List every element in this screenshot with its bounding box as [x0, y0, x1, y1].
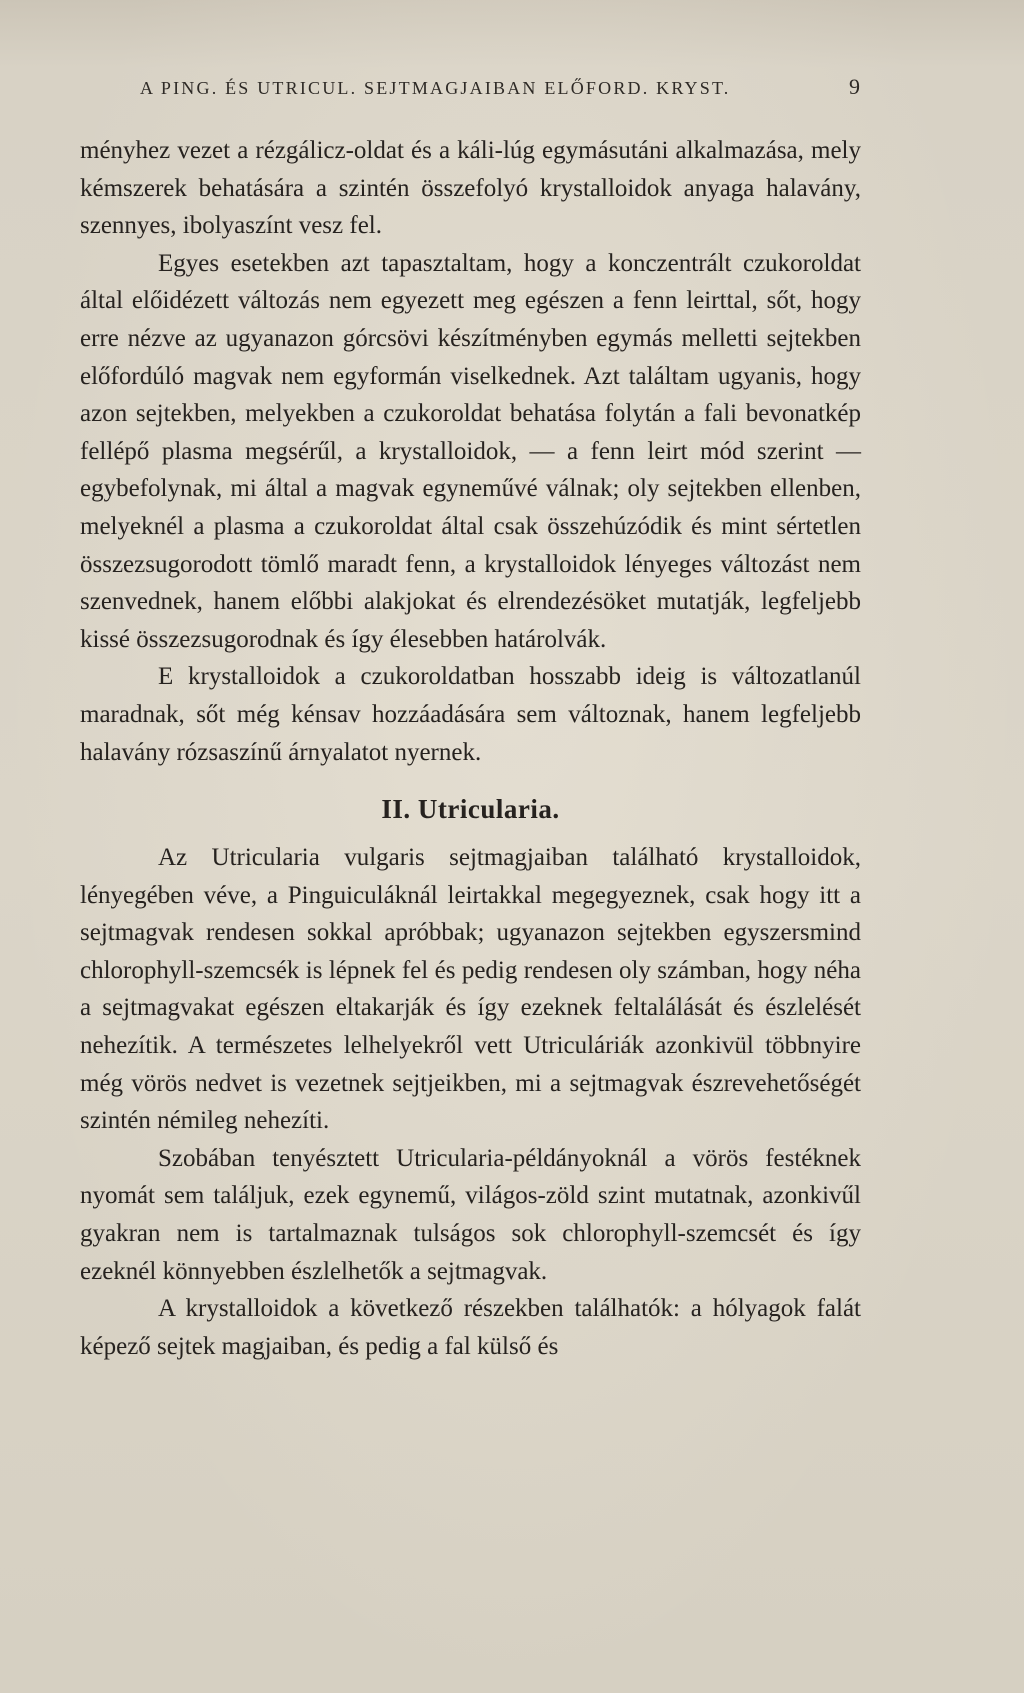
- paragraph: ményhez vezet a rézgálicz-oldat és a káli-lúg egymásutáni alkalmazása, mely kémszerek behatására a szintén összefolyó krystalloidok anyaga halavány, szennyes, ibolyaszínt vesz fel.: [80, 137, 861, 240]
- paragraph: Szobában tenyésztett Utricularia-példányoknál a vörös festéknek nyomát sem találjuk, ezek egynemű, világos-zöld szint mutatnak, azonkivűl gyakran nem is tartalmaznak tulságos sok chlorophyll-szemcsét és így ezeknél könnyebben észlelhetők a sejtmagvak.: [80, 1144, 861, 1285]
- paragraph: Az Utricularia vulgaris sejtmagjaiban található krystalloidok, lényegében véve, a Pinguiculáknál leirtakkal megegyeznek, csak hogy itt a sejtmagvak rendesen sokkal apróbbak; ugyanazon sejtekben egyszersmind chlorophyll-szemcsék is lépnek fel és pedig rendesen oly számban, hogy néha a sejtmagvakat egészen eltakarják és így ezeknek feltalálását és észlelését nehezítik. A természetes lelhelyekről vett Utriculáriák azonkivül többnyire még vörös nedvet is vezetnek sejtjeikben, mi a sejtmagvak észrevehetőségét szintén némileg nehezíti.: [80, 844, 861, 1135]
- page-number: 9: [849, 74, 860, 99]
- paragraph: Egyes esetekben azt tapasztaltam, hogy a konczentrált czukoroldat által előidézett változás nem egyezett meg egészen a fenn leirttal, sőt, hogy erre nézve az ugyanazon górcsövi készítményben egymás melletti sejtekben előfordúló magvak nem egyformán viselkednek. Azt találtam ugyanis, hogy azon sejtekben, melyekben a czukoroldat behatása folytán a fali bevonatkép fellépő plasma megsérűl, a krystalloidok, — a fenn leirt mód szerint — egybefolynak, mi által a magvak egyneművé válnak; oly sejtekben ellenben, melyeknél a plasma a czukoroldat által csak összehúzódik és mint sértetlen összezsugorodott tömlő maradt fenn, a krystalloidok lényeges változást nem szenvednek, hanem előbbi alakjokat és elrendezésöket mutatják, legfeljebb kissé összezsugorodnak és így élesebben határolvák.: [80, 249, 861, 653]
- running-title: A PING. ÉS UTRICUL. SEJTMAGJAIBAN ELŐFORD. KRYST.: [140, 78, 731, 98]
- section-title: II. Utricularia.: [381, 794, 560, 825]
- paragraph: A krystalloidok a következő részekben találhatók: a hólyagok falát képező sejtek magjaiban, és pedig a fal külső és: [80, 1295, 861, 1360]
- running-head: [120, 74, 860, 106]
- paragraph: E krystalloidok a czukoroldatban hosszabb ideig is változatlanúl maradnak, sőt még kénsav hozzáadására sem változnak, hanem legfeljebb halavány rózsaszínű árnyalatot nyernek.: [80, 663, 861, 766]
- text-block: [80, 132, 861, 1365]
